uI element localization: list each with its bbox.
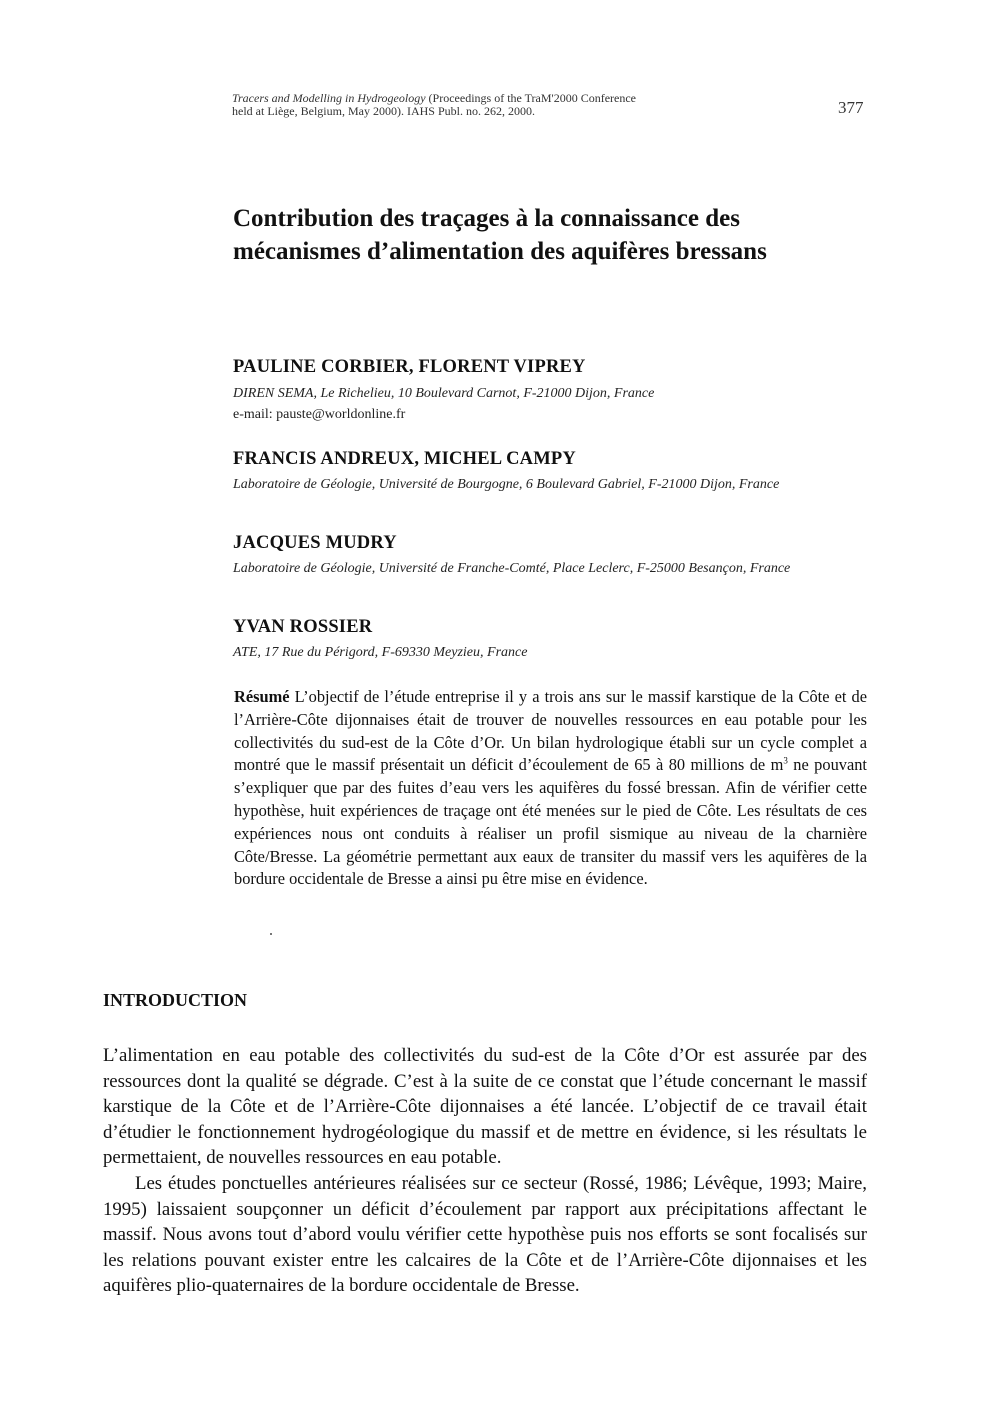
- abstract-text-continued: ne pouvant s’expliquer que par des fuites d’eau vers les aquifères du fossé bressan. Afin de vérifier cette hypothèse, huit expériences de traçage ont été menées sur le pied de Côte. Les résultats de ces expériences nous ont conduits à réaliser un profil sismique au niveau de la charnière Côte/Bresse. La géométrie permettant aux eaux de transiter du massif vers les aquifères de la bordure occidentale de Bresse a ainsi pu être mise en évidence.: [234, 755, 867, 889]
- author-affiliation: Laboratoire de Géologie, Université de Bourgogne, 6 Boulevard Gabriel, F-21000 Dijon, France: [233, 477, 780, 492]
- author-block: [233, 357, 853, 424]
- author-names: YVAN ROSSIER: [233, 617, 373, 637]
- author-affiliation: DIREN SEMA, Le Richelieu, 10 Boulevard Carnot, F-21000 Dijon, France: [233, 386, 655, 401]
- author-block: [233, 449, 833, 494]
- paragraph: Les études ponctuelles antérieures réalisées sur ce secteur (Rossé, 1986; Lévêque, 1993; Maire, 1995) laissaient soupçonner un déficit d’écoulement par rapport aux précipitations affectant le massif. Nous avons tout d’abord voulu vérifier cette hypothèse puis nos efforts se sont focalisés sur les relations pouvant exister entre les calcaires de la Côte et de l’Arrière-Côte dijonnaises et les aquifères plio-quaternaires de la bordure occidentale de Bresse.: [103, 1172, 867, 1297]
- author-names: FRANCIS ANDREUX, MICHEL CAMPY: [233, 449, 576, 469]
- abstract-label: Résumé: [234, 687, 290, 706]
- author-affiliation: ATE, 17 Rue du Périgord, F-69330 Meyzieu, France: [233, 645, 528, 660]
- abstract: [234, 686, 867, 891]
- journal-title: Tracers and Modelling in Hydrogeology: [232, 91, 426, 105]
- paper-title-line-1: Contribution des traçages à la connaissance des: [233, 205, 740, 232]
- author-block: [233, 533, 843, 578]
- author-email: e-mail: pauste@worldonline.fr: [233, 407, 406, 422]
- abstract-superscript: 3: [783, 755, 788, 766]
- author-block: [233, 617, 853, 662]
- paper-title: [233, 202, 893, 268]
- publication-info: held at Liège, Belgium, May 2000). IAHS Publ. no. 262, 2000.: [232, 104, 535, 118]
- page-number: 377: [838, 98, 864, 117]
- paper-title-line-2: mécanismes d’alimentation des aquifères bressans: [233, 238, 767, 265]
- author-names: PAULINE CORBIER, FLORENT VIPREY: [233, 357, 586, 377]
- introduction-body: [103, 1043, 867, 1299]
- abstract-text: L’objectif de l’étude entreprise il y a trois ans sur le massif karstique de la Côte et de l’Arrière-Côte dijonnaises était de trouver de nouvelles ressources en eau potable pour les collectivités du sud-est de la Côte d’Or. Un bilan hydrologique établi sur un cycle complet a montré que le massif présentait un déficit d’écoulement de 65 à 80 millions de m: [234, 687, 867, 775]
- scan-artifact-dot: [270, 933, 272, 935]
- proceedings-info: (Proceedings of the TraM'2000 Conference: [425, 91, 636, 105]
- author-affiliation: Laboratoire de Géologie, Université de Franche-Comté, Place Leclerc, F-25000 Besançon, France: [233, 561, 791, 576]
- paragraph: L’alimentation en eau potable des collectivités du sud-est de la Côte d’Or est assurée par des ressources dont la qualité se dégrade. C’est à la suite de ce constat que l’étude concernant le massif karstique de la Côte et de l’Arrière-Côte dijonnaises a été lancée. L’objectif de ce travail était d’étudier le fonctionnement hydrogéologique du massif et de mettre en évidence, si les résultats le permettaient, de nouvelles ressources en eau potable.: [103, 1045, 867, 1169]
- running-header: [232, 92, 692, 118]
- section-heading: INTRODUCTION: [103, 990, 248, 1010]
- author-names: JACQUES MUDRY: [233, 533, 397, 553]
